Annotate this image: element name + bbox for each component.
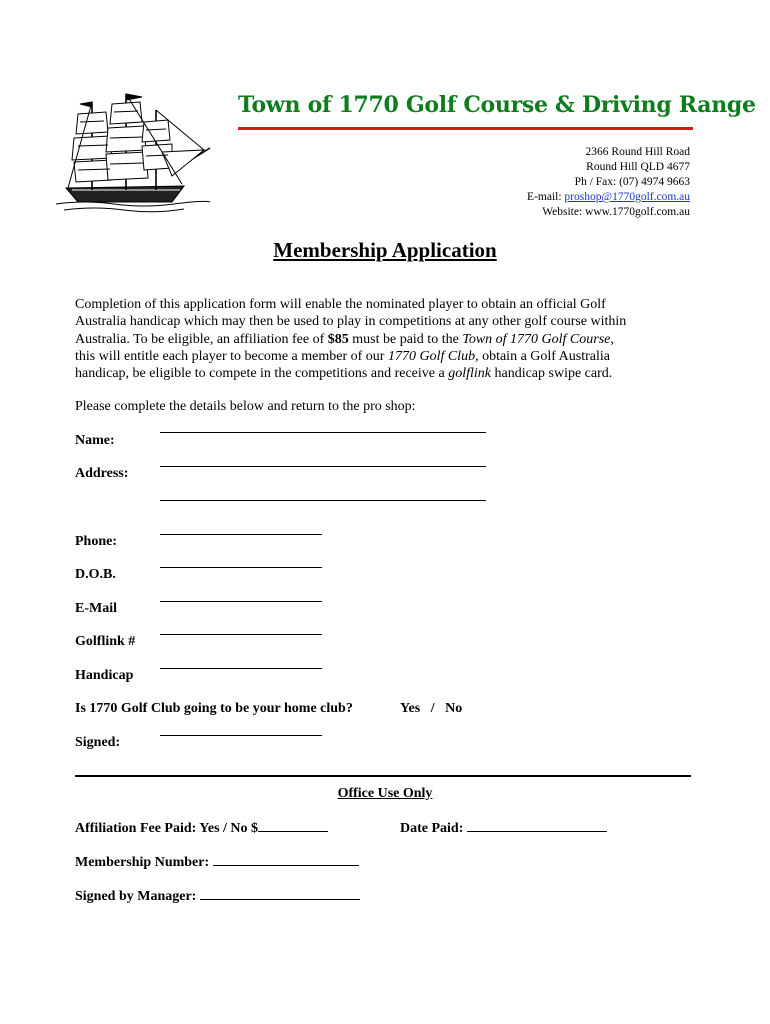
date-paid-row	[400, 819, 607, 837]
instructions: Please complete the details below and return to the pro shop:	[75, 399, 416, 414]
phone-fax: Ph / Fax: (07) 4974 9663	[574, 176, 690, 188]
address-line-2: Round Hill QLD 4677	[586, 161, 690, 173]
intro-line-5	[75, 365, 695, 382]
membership-number-row	[75, 853, 359, 871]
membership-number-field[interactable]	[213, 853, 359, 866]
dob-field[interactable]	[160, 567, 322, 568]
name-field[interactable]	[160, 432, 486, 433]
manager-signature-label: Signed by Manager:	[75, 889, 200, 904]
address-line-1: 2366 Round Hill Road	[585, 146, 690, 158]
intro-line-2: Australia handicap which may then be used to play in competitions at any other golf course within	[75, 314, 627, 330]
fee-paid-row	[75, 819, 328, 837]
office-use-heading: Office Use Only	[337, 786, 433, 801]
contact-block	[527, 145, 690, 220]
intro-text: this will entitle each player to become a member of our	[75, 348, 388, 364]
membership-number-label: Membership Number:	[75, 855, 213, 870]
signature-field[interactable]	[160, 735, 322, 736]
golflink-field[interactable]	[160, 634, 322, 635]
manager-signature-field[interactable]	[200, 887, 360, 900]
intro-paragraph	[75, 296, 695, 382]
home-club-options[interactable]: Yes / No	[400, 701, 463, 716]
address-label: Address:	[75, 466, 129, 481]
phone-field[interactable]	[160, 534, 322, 535]
ship-logo	[54, 92, 212, 214]
club-name: 1770 Golf Club,	[387, 348, 479, 364]
signed-label: Signed:	[75, 735, 121, 750]
email-field[interactable]	[160, 601, 322, 602]
email-label: E-mail:	[527, 191, 565, 203]
manager-signature-row	[75, 887, 360, 905]
intro-text: ,	[610, 331, 614, 347]
intro-line-1: Completion of this application form will enable the nominated player to obtain an official Golf	[75, 297, 606, 312]
course-title: Town of 1770 Golf Course & Driving Range	[238, 92, 756, 118]
name-label: Name:	[75, 433, 115, 448]
intro-text: handicap, be eligible to compete in the competitions and receive a	[75, 366, 449, 382]
date-paid-label: Date Paid:	[400, 821, 467, 836]
date-paid-field[interactable]	[467, 819, 607, 832]
email-field-label: E-Mail	[75, 601, 117, 616]
home-club-question: Is 1770 Golf Club going to be your home club?	[75, 701, 353, 716]
intro-text: handicap swipe card.	[490, 366, 613, 382]
golflink-term: golflink	[448, 366, 491, 382]
email-link[interactable]: proshop@1770golf.com.au	[564, 191, 690, 203]
address-field-line-2[interactable]	[160, 500, 486, 501]
phone-label: Phone:	[75, 534, 117, 549]
fee-paid-label: Affiliation Fee Paid: Yes / No $	[75, 821, 259, 836]
handicap-field[interactable]	[160, 668, 322, 669]
fee-amount-field[interactable]	[258, 819, 328, 832]
course-name: Town of 1770 Golf Course	[462, 331, 611, 347]
intro-text: obtain a Golf Australia	[478, 348, 610, 364]
title-underline	[238, 127, 693, 130]
address-field-line-1[interactable]	[160, 466, 486, 467]
page-title: Membership Application	[273, 238, 497, 262]
fee-amount: $85	[327, 331, 349, 347]
intro-line-4	[75, 348, 695, 365]
dob-label: D.O.B.	[75, 567, 116, 582]
intro-text: Australia. To be eligible, an affiliation fee of	[75, 331, 328, 347]
intro-line-3	[75, 331, 695, 348]
golflink-label: Golflink #	[75, 634, 136, 649]
handicap-label: Handicap	[75, 668, 134, 683]
email-line	[527, 190, 690, 205]
section-divider	[75, 775, 691, 777]
website-line: Website: www.1770golf.com.au	[542, 206, 690, 218]
intro-text: must be paid to the	[348, 331, 463, 347]
